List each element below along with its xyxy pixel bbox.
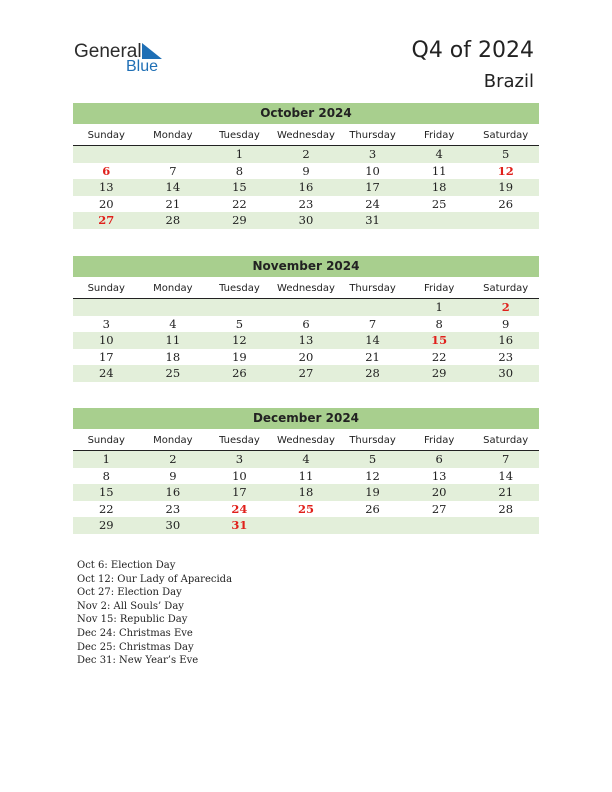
weekday-label: Tuesday — [219, 435, 260, 446]
day-cell — [273, 517, 340, 534]
day-cell: 25 — [165, 366, 181, 380]
day-cell: 26 — [498, 196, 514, 211]
weekday-label: Monday — [153, 435, 193, 446]
day-cell — [273, 299, 340, 316]
weekday-label: Sunday — [87, 283, 125, 294]
day-cell: 22 — [232, 196, 247, 211]
day-cell: 26 — [232, 366, 247, 380]
weekday-label: Thursday — [349, 130, 396, 141]
month-title: December 2024 — [73, 408, 539, 429]
day-cell — [73, 299, 140, 316]
day-cell: 25 — [431, 196, 447, 211]
holiday-day-cell: 27 — [98, 213, 115, 227]
holiday-day-cell: 31 — [231, 518, 248, 532]
holiday-day-cell: 15 — [431, 333, 448, 347]
day-cell: 7 — [368, 316, 377, 331]
day-cell: 3 — [368, 147, 377, 161]
month-title: October 2024 — [73, 103, 539, 124]
weekday-header-row — [73, 279, 539, 299]
day-cell: 10 — [232, 468, 247, 483]
weekday-header-row — [73, 431, 539, 451]
day-cell: 29 — [232, 213, 247, 227]
day-cell: 11 — [165, 333, 181, 347]
weekday-label: Saturday — [483, 130, 529, 141]
day-cell: 26 — [365, 501, 380, 516]
day-cell: 14 — [498, 468, 514, 483]
day-cell: 20 — [431, 485, 447, 499]
day-cell: 8 — [102, 468, 110, 483]
day-cell: 5 — [368, 452, 377, 466]
day-cell: 2 — [169, 452, 177, 466]
day-cell: 24 — [365, 196, 380, 211]
week-row — [73, 484, 539, 501]
week-row — [73, 212, 539, 229]
week-row — [73, 196, 539, 213]
day-cell: 18 — [298, 485, 314, 499]
day-cell: 10 — [365, 163, 380, 178]
day-cell — [472, 517, 539, 534]
week-row — [73, 316, 539, 333]
day-cell: 17 — [232, 485, 247, 499]
day-cell — [73, 146, 140, 163]
day-cell: 30 — [298, 213, 314, 227]
day-cell — [339, 517, 406, 534]
week-row — [73, 365, 539, 382]
day-cell: 13 — [431, 468, 447, 483]
week-row — [73, 501, 539, 518]
month-calendar-october — [73, 103, 539, 229]
weekday-label: Wednesday — [277, 435, 335, 446]
week-row — [73, 349, 539, 366]
day-cell: 13 — [298, 333, 314, 347]
weekday-label: Wednesday — [277, 283, 335, 294]
day-cell: 24 — [98, 366, 114, 380]
day-cell — [406, 517, 473, 534]
day-cell: 14 — [165, 180, 181, 194]
week-row — [73, 517, 539, 534]
holiday-entry: Nov 2: All Souls’ Day — [77, 600, 184, 612]
day-cell: 9 — [302, 163, 310, 178]
page-title: Q4 of 2024 — [411, 38, 534, 63]
day-cell: 2 — [302, 147, 310, 161]
day-cell: 16 — [165, 485, 181, 499]
day-cell: 1 — [435, 300, 443, 314]
day-cell: 29 — [98, 518, 114, 532]
day-cell: 30 — [498, 366, 514, 380]
weekday-label: Friday — [423, 283, 455, 294]
day-cell: 15 — [232, 180, 247, 194]
month-calendar-december — [73, 408, 539, 534]
weekday-header-row — [73, 126, 539, 146]
holiday-entry: Dec 25: Christmas Day — [77, 641, 194, 653]
day-cell: 19 — [498, 180, 514, 194]
day-cell: 13 — [98, 180, 114, 194]
week-row — [73, 299, 539, 316]
weekday-label: Wednesday — [277, 130, 335, 141]
day-cell: 4 — [169, 316, 177, 331]
week-row — [73, 163, 539, 180]
week-row — [73, 332, 539, 349]
weekday-label: Thursday — [349, 435, 396, 446]
week-row — [73, 179, 539, 196]
day-cell: 18 — [165, 349, 181, 364]
holiday-day-cell: 25 — [297, 501, 314, 516]
holiday-entry: Oct 12: Our Lady of Aparecida — [77, 573, 233, 585]
day-cell: 16 — [298, 180, 314, 194]
day-cell: 23 — [498, 349, 514, 364]
logo-word-blue: Blue — [126, 58, 159, 75]
day-cell: 9 — [169, 468, 177, 483]
day-cell: 5 — [235, 316, 244, 331]
day-cell: 10 — [98, 333, 114, 347]
day-cell — [339, 299, 406, 316]
week-row — [73, 451, 539, 468]
day-cell: 3 — [102, 316, 110, 331]
weeks-grid — [73, 146, 539, 229]
day-cell: 23 — [298, 196, 314, 211]
holiday-entry: Dec 31: New Year’s Eve — [77, 655, 199, 667]
day-cell: 27 — [298, 366, 314, 380]
day-cell: 8 — [235, 163, 244, 178]
day-cell: 23 — [165, 501, 181, 516]
day-cell: 12 — [232, 333, 247, 347]
day-cell: 11 — [431, 163, 447, 178]
day-cell: 22 — [98, 501, 114, 516]
day-cell: 4 — [302, 452, 310, 466]
weekday-label: Saturday — [483, 435, 529, 446]
day-cell — [472, 212, 539, 229]
day-cell: 17 — [98, 349, 114, 364]
weekday-label: Monday — [153, 130, 193, 141]
day-cell: 3 — [235, 452, 244, 466]
day-cell: 7 — [502, 452, 510, 466]
day-cell — [206, 299, 273, 316]
weekday-label: Friday — [423, 130, 455, 141]
day-cell: 18 — [431, 180, 447, 194]
day-cell: 31 — [365, 213, 380, 227]
holiday-day-cell: 2 — [501, 300, 510, 314]
day-cell: 30 — [165, 518, 181, 532]
day-cell: 29 — [431, 366, 447, 380]
weeks-grid — [73, 451, 539, 534]
day-cell: 21 — [165, 196, 181, 211]
day-cell: 7 — [169, 163, 177, 178]
day-cell: 12 — [365, 468, 380, 483]
holiday-list — [77, 559, 232, 668]
day-cell: 27 — [431, 501, 447, 516]
day-cell: 1 — [235, 147, 244, 161]
weekday-label: Tuesday — [219, 130, 260, 141]
day-cell: 16 — [498, 333, 514, 347]
holiday-entry: Oct 6: Election Day — [77, 560, 176, 571]
holiday-day-cell: 6 — [102, 163, 111, 178]
holiday-day-cell: 12 — [497, 163, 514, 178]
weekday-label: Monday — [153, 283, 193, 294]
weekday-label: Saturday — [483, 283, 529, 294]
day-cell — [140, 299, 207, 316]
day-cell — [406, 212, 473, 229]
day-cell: 28 — [498, 501, 514, 516]
logo-word-general: General — [74, 41, 142, 62]
country-subtitle: Brazil — [483, 71, 534, 92]
day-cell: 15 — [98, 485, 114, 499]
day-cell — [140, 146, 207, 163]
day-cell: 1 — [102, 452, 110, 466]
day-cell: 5 — [502, 147, 510, 161]
month-calendar-november — [73, 256, 539, 382]
day-cell: 6 — [435, 452, 443, 466]
holiday-entry: Dec 24: Christmas Eve — [77, 627, 193, 639]
weekday-label: Sunday — [87, 130, 125, 141]
holiday-entry: Nov 15: Republic Day — [77, 614, 188, 626]
day-cell: 28 — [365, 366, 380, 380]
day-cell: 14 — [365, 333, 380, 347]
day-cell: 8 — [435, 316, 443, 331]
logo-triangle-icon — [140, 43, 164, 59]
day-cell: 19 — [232, 349, 247, 364]
day-cell: 9 — [502, 316, 510, 331]
day-cell: 17 — [365, 180, 380, 194]
day-cell: 20 — [298, 349, 314, 364]
holiday-day-cell: 24 — [231, 501, 248, 516]
day-cell: 6 — [302, 316, 310, 331]
holiday-entry: Oct 27: Election Day — [77, 587, 182, 599]
month-title: November 2024 — [73, 256, 539, 277]
day-cell: 19 — [365, 485, 380, 499]
day-cell: 21 — [498, 485, 514, 499]
weekday-label: Thursday — [349, 283, 396, 294]
week-row — [73, 146, 539, 163]
day-cell: 20 — [98, 196, 114, 211]
weekday-label: Sunday — [87, 435, 125, 446]
day-cell: 21 — [365, 349, 380, 364]
weekday-label: Friday — [423, 435, 455, 446]
day-cell: 28 — [165, 213, 181, 227]
weeks-grid — [73, 299, 539, 382]
day-cell: 4 — [435, 147, 443, 161]
day-cell: 11 — [298, 468, 314, 483]
brand-logo — [74, 41, 174, 77]
weekday-label: Tuesday — [219, 283, 260, 294]
day-cell: 22 — [431, 349, 447, 364]
week-row — [73, 468, 539, 485]
